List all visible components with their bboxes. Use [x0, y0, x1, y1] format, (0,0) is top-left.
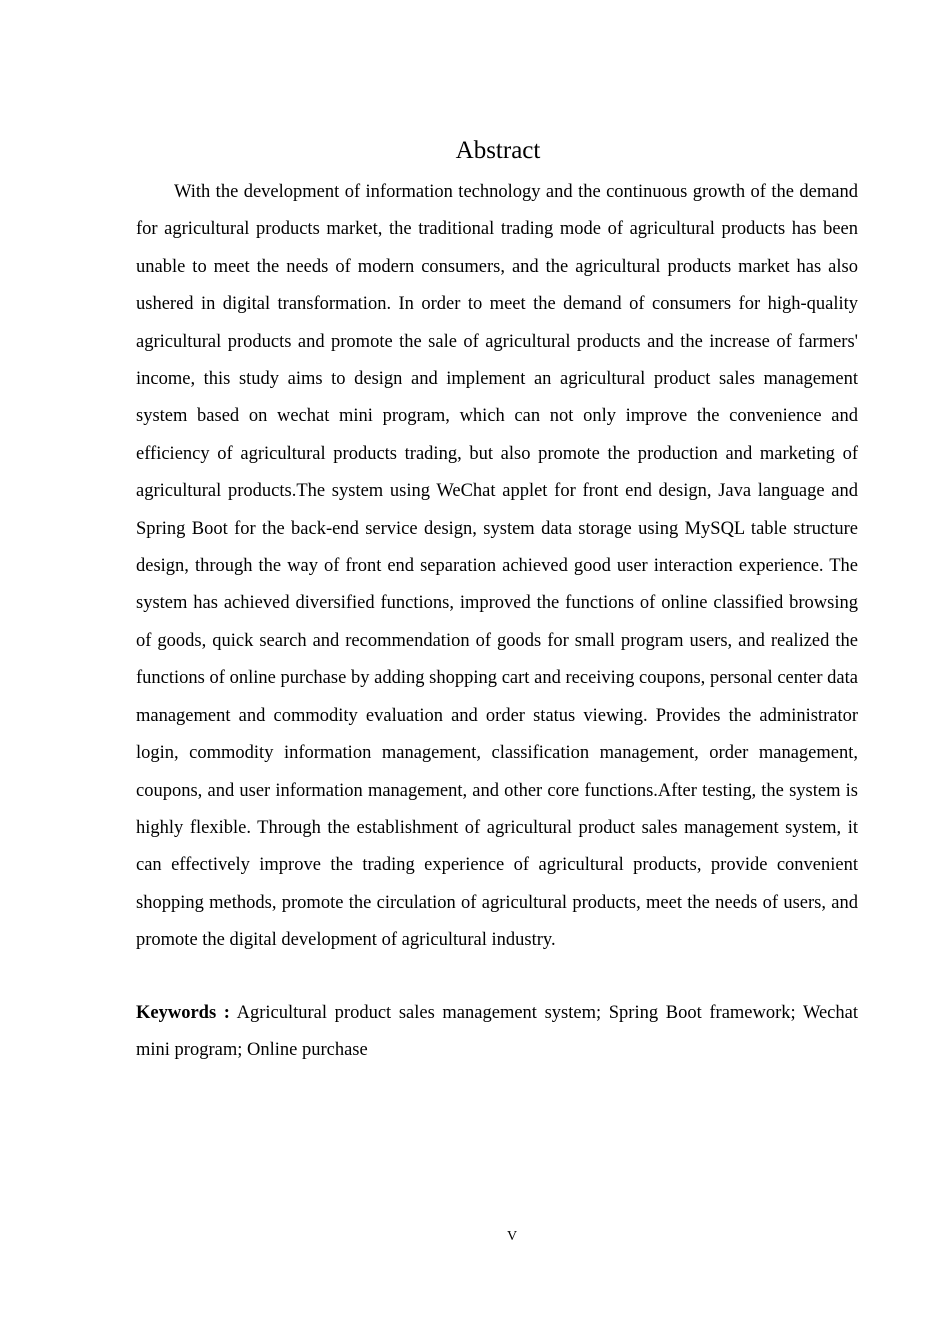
keywords-label: Keywords :: [136, 1003, 230, 1023]
abstract-title: Abstract: [455, 137, 541, 164]
page-number: V: [506, 1229, 518, 1244]
keywords-paragraph: [136, 995, 858, 1070]
keywords-text: Agricultural product sales management system; Spring Boot framework; Wechat mini program; Online purchase: [136, 1003, 858, 1061]
abstract-body-paragraph: With the development of information technology and the continuous growth of the demand for agricultural products market, the traditional trading mode of agricultural products has been unable to meet the needs of modern consumers, and the agricultural products market has also ushered in digital transformation. In order to meet the demand of consumers for high-quality agricultural products and promote the sale of agricultural products and the increase of farmers' income, this study aims to design and implement an agricultural product sales management system based on wechat mini program, which can not only improve the convenience and efficiency of agricultural products trading, but also promote the production and marketing of agricultural products.The system using WeChat applet for front end design, Java language and Spring Boot for the back-end service design, system data storage using MySQL table structure design, through the way of front end separation achieved good user interaction experience. The system has achieved diversified functions, improved the functions of online classified browsing of goods, quick search and recommendation of goods for small program users, and realized the functions of online purchase by adding shopping cart and receiving coupons, personal center data management and commodity evaluation and order status viewing. Provides the administrator login, commodity information management, classification management, order management, coupons, and user information management, and other core functions.After testing, the system is highly flexible. Through the establishment of agricultural product sales management system, it can effectively improve the trading experience of agricultural products, provide convenient shopping methods, promote the circulation of agricultural products, meet the needs of users, and promote the digital development of agricultural industry.: [136, 182, 858, 951]
